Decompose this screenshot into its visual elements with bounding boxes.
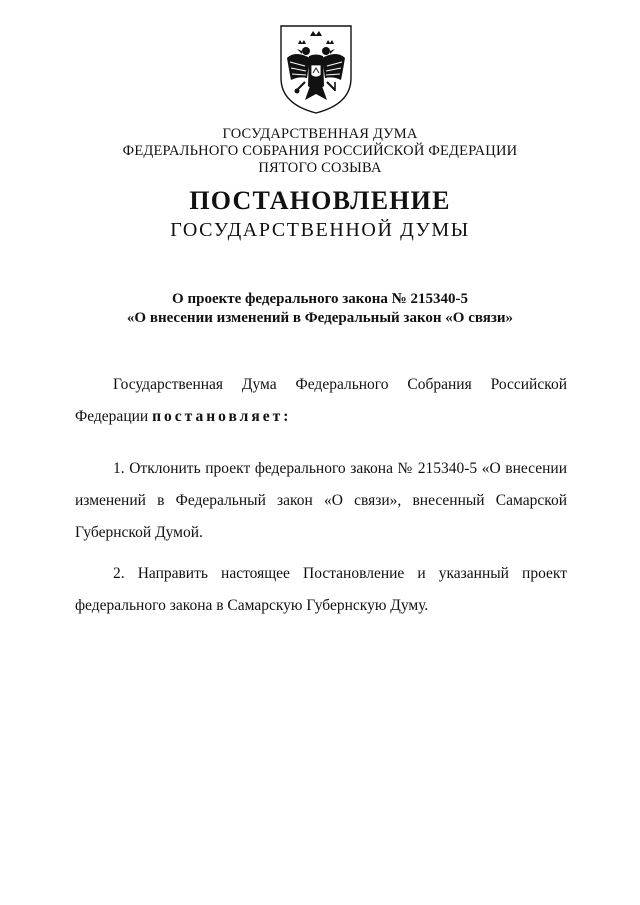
issuer-header: [0, 126, 640, 177]
russian-coat-of-arms-icon: [277, 20, 355, 116]
resolves-word: постановляет:: [152, 408, 292, 425]
intro-paragraph: [75, 376, 567, 426]
document-subject: [0, 290, 640, 328]
issuer-line-2: ФЕДЕРАЛЬНОГО СОБРАНИЯ РОССИЙСКОЙ ФЕДЕРАЦИИ: [122, 143, 518, 159]
intro-line-2-prefix: Федерации: [75, 408, 153, 425]
subject-line-1: О проекте федерального закона № 215340-5: [172, 291, 468, 307]
item-1-line-3: Губернской Думой.: [75, 524, 203, 541]
issuer-line-3: ПЯТОГО СОЗЫВА: [258, 160, 382, 176]
document-subtitle: ГОСУДАРСТВЕННОЙ ДУМЫ: [170, 219, 470, 241]
item-2-line-2: федерального закона в Самарскую Губернскую Думу.: [75, 597, 429, 614]
issuer-line-1: ГОСУДАРСТВЕННАЯ ДУМА: [222, 126, 418, 142]
document-title: ПОСТАНОВЛЕНИЕ: [189, 186, 451, 215]
intro-line-2: [75, 408, 567, 426]
item-1-paragraph: [75, 460, 567, 542]
item-1-line-1: 1. Отклонить проект федерального закона № 215340-5 «О внесении: [113, 460, 567, 477]
subject-line-2: «О внесении изменений в Федеральный закон «О связи»: [126, 310, 514, 326]
item-1-line-2: изменений в Федеральный закон «О связи», внесенный Самарской: [75, 492, 567, 509]
item-2-paragraph: [75, 565, 567, 615]
item-2-line-1: 2. Направить настоящее Постановление и указанный проект: [113, 565, 567, 582]
intro-line-1: Государственная Дума Федерального Собрания Российской: [113, 376, 567, 393]
